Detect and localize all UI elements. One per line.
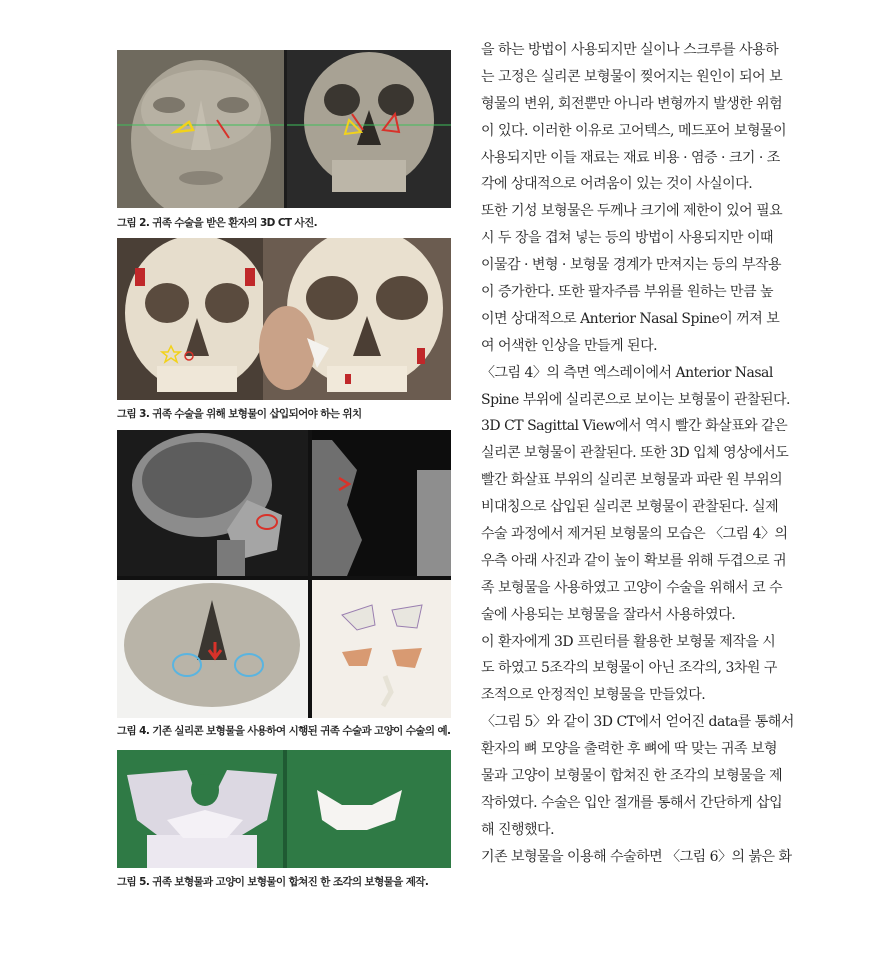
body-line: 을 하는 방법이 사용되지만 실이나 스크루를 사용하 [481,42,779,58]
figure-2-caption: 그림 2. 귀족 수술을 받은 환자의 3D CT 사진. [117,217,318,229]
body-line: 각에 상대적으로 어려움이 있는 것이 사실이다. [481,176,753,193]
body-line: 환자의 뼈 모양을 출력한 후 뼈에 딱 맞는 귀족 보형 [481,741,778,758]
figure-5-implant-photos [117,750,451,868]
figure-3-skull-photos [117,238,451,400]
body-line: 비대칭으로 삽입된 실리콘 보형물이 관찰된다. 실제 [481,499,779,516]
body-line: 조적으로 안정적인 보형물을 만들었다. [481,687,706,704]
body-line: 이 환자에게 3D 프린터를 활용한 보형물 제작을 시 [481,633,776,650]
body-line: 술에 사용되는 보형물을 잘라서 사용하였다. [481,606,736,623]
figure-4-xray-ct-photos [117,430,451,718]
body-line: 시 두 장을 겹쳐 넣는 등의 방법이 사용되지만 이때 [481,230,774,247]
figure-2-ct-images [117,50,451,208]
figure-4-caption: 그림 4. 기존 실리콘 보형물을 사용하여 시행된 귀족 수술과 고양이 수술의 예. [117,725,451,737]
body-line: 우측 아래 사진과 같이 높이 확보를 위해 두겹으로 귀 [481,552,787,569]
body-line: 해 진행했다. [481,821,555,838]
body-line: 〈그림 5〉와 같이 3D CT에서 얻어진 data를 통해서 [481,714,794,731]
body-line: 형물의 변위, 회전뿐만 아니라 변형까지 발생한 위험 [481,95,783,112]
body-line: 물과 고양이 보형물이 합쳐진 한 조각의 보형물을 제 [481,768,783,785]
body-line: 수술 과정에서 제거된 보형물의 모습은 〈그림 4〉의 [481,526,788,543]
figure-3-caption: 그림 3. 귀족 수술을 위해 보형물이 삽입되어야 하는 위치 [117,408,362,420]
body-line: 이면 상대적으로 Anterior Nasal Spine이 꺼져 보 [481,310,780,327]
body-line: 도 하였고 5조각의 보형물이 아닌 조각의, 3차원 구 [481,660,777,677]
body-line: 족 보형물을 사용하였고 고양이 수술을 위해서 코 수 [481,579,783,596]
xray-and-ct-images [117,430,451,718]
body-line: 는 고정은 실리콘 보형물이 찢어지는 원인이 되어 보 [481,68,783,85]
body-line: 빨간 화살표 부위의 실리콘 보형물과 파란 원 부위의 [481,472,783,489]
body-text-column [481,37,811,871]
body-line: 〈그림 4〉의 측면 엑스레이에서 Anterior Nasal [481,364,773,381]
printed-implant-photo [117,750,451,868]
body-line: 사용되지만 이들 재료는 재료 비용 · 염증 · 크기 · 조 [481,149,780,166]
body-line: 또한 기성 보형물은 두께나 크기에 제한이 있어 필요 [481,203,783,220]
body-line: 여 어색한 인상을 만들게 된다. [481,337,658,354]
body-line: 3D CT Sagittal View에서 역시 빨간 화살표와 같은 [481,418,788,435]
body-line: Spine 부위에 실리콘으로 보이는 보형물이 관찰된다. [481,391,790,408]
skull-model-photo [117,238,451,400]
body-line: 이 증가한다. 또한 팔자주름 부위를 원하는 만큼 높 [481,284,774,301]
body-line: 실리콘 보형물이 관찰된다. 또한 3D 입체 영상에서도 [481,445,789,462]
body-line: 이 있다. 이러한 이유로 고어텍스, 메드포어 보형물이 [481,122,787,139]
body-line: 이물감 · 변형 · 보형물 경계가 만져지는 등의 부작용 [481,257,781,274]
body-line: 기존 보형물을 이용해 수술하면 〈그림 6〉의 붉은 화 [481,848,792,865]
figure-5-caption: 그림 5. 귀족 보형물과 고양이 보형물이 합쳐진 한 조각의 보형물을 제작. [117,876,429,888]
ct-face-render [117,50,451,208]
body-line: 작하였다. 수술은 입안 절개를 통해서 간단하게 삽입 [481,794,783,811]
